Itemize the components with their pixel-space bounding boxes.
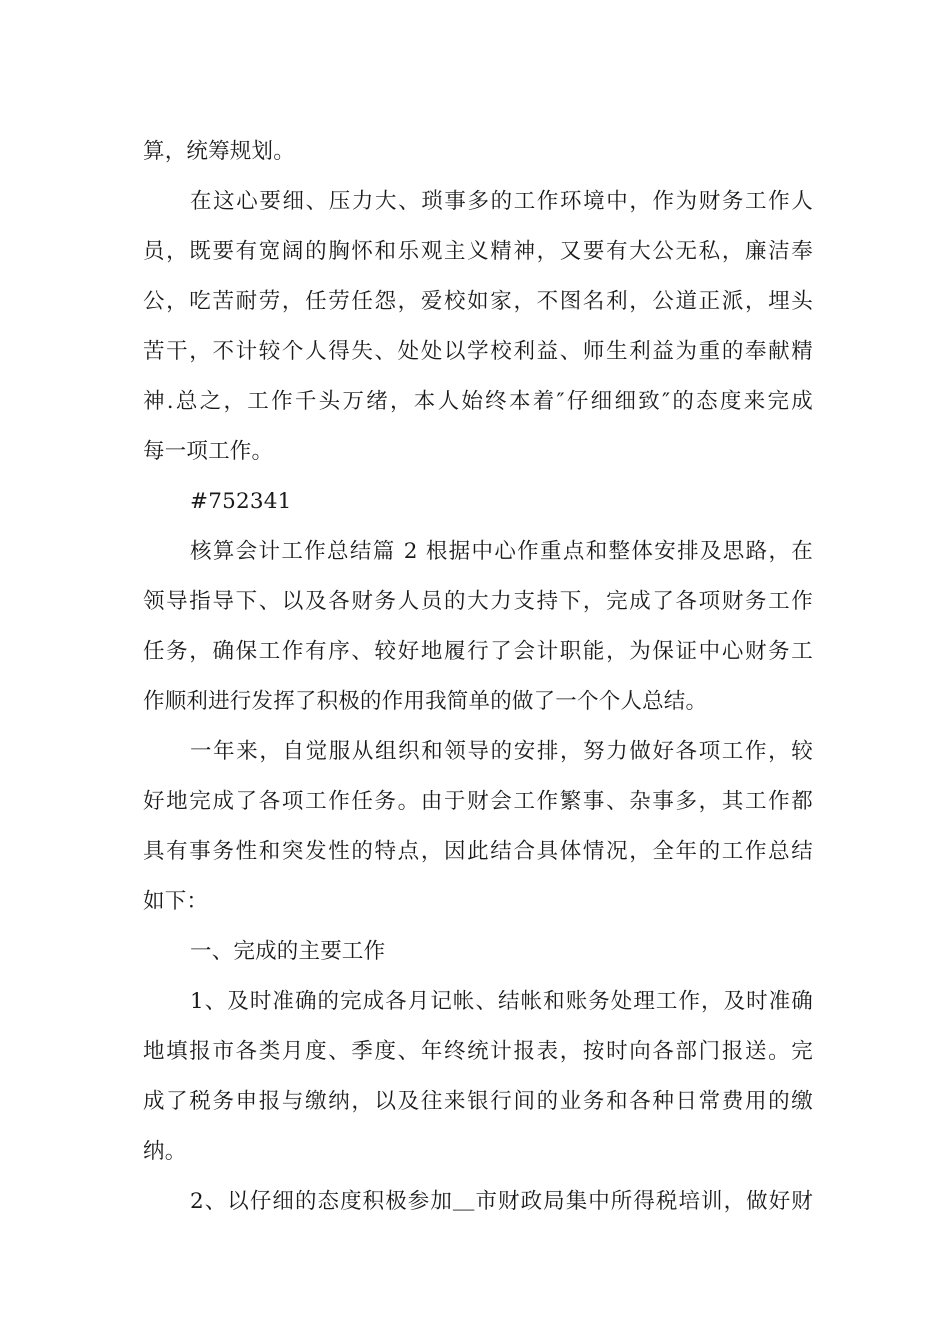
- section-heading: 一、完成的主要工作: [190, 939, 386, 964]
- paragraph-first-line: 核算会计工作总结篇 2 根据中心作重点和整体安排及思路，在: [190, 539, 813, 564]
- text-line: 地填报市各类月度、季度、年终统计报表，按时向各部门报送。完: [143, 1039, 813, 1064]
- paragraph-first-line: 在这心要细、压力大、琐事多的工作环境中，作为财务工作人: [190, 189, 813, 214]
- text-line: 领导指导下、以及各财务人员的大力支持下，完成了各项财务工作: [143, 589, 813, 614]
- text-line: 苦干，不计较个人得失、处处以学校利益、师生利益为重的奉献精: [143, 339, 813, 364]
- paragraph-first-line: 一年来，自觉服从组织和领导的安排，努力做好各项工作，较: [190, 739, 813, 764]
- paragraph-first-line: 1、及时准确的完成各月记帐、结帐和账务处理工作，及时准确: [190, 989, 813, 1014]
- text-line: 任务，确保工作有序、较好地履行了会计职能，为保证中心财务工: [143, 639, 813, 664]
- text-line: 纳。: [143, 1139, 187, 1164]
- text-line: 公，吃苦耐劳，任劳任怨，爱校如家，不图名利，公道正派，埋头: [143, 289, 813, 314]
- text-line: 成了税务申报与缴纳，以及往来银行间的业务和各种日常费用的缴: [143, 1089, 813, 1114]
- text-line: 员，既要有宽阔的胸怀和乐观主义精神，又要有大公无私，廉洁奉: [143, 239, 813, 264]
- text-line: 算，统筹规划。: [143, 139, 295, 164]
- reference-code: #752341: [190, 489, 292, 514]
- text-line: 神.总之，工作千头万绪，本人始终本着″仔细细致″的态度来完成: [143, 389, 813, 414]
- text-line: 作顺利进行发挥了积极的作用我简单的做了一个个人总结。: [143, 689, 708, 714]
- text-line: 如下：: [143, 889, 209, 914]
- text-line: 好地完成了各项工作任务。由于财会工作繁事、杂事多，其工作都: [143, 789, 813, 814]
- text-line: 具有事务性和突发性的特点，因此结合具体情况，全年的工作总结: [143, 839, 813, 864]
- text-line: 每一项工作。: [143, 439, 274, 464]
- paragraph-first-line: 2、以仔细的态度积极参加＿市财政局集中所得税培训，做好财: [190, 1189, 813, 1214]
